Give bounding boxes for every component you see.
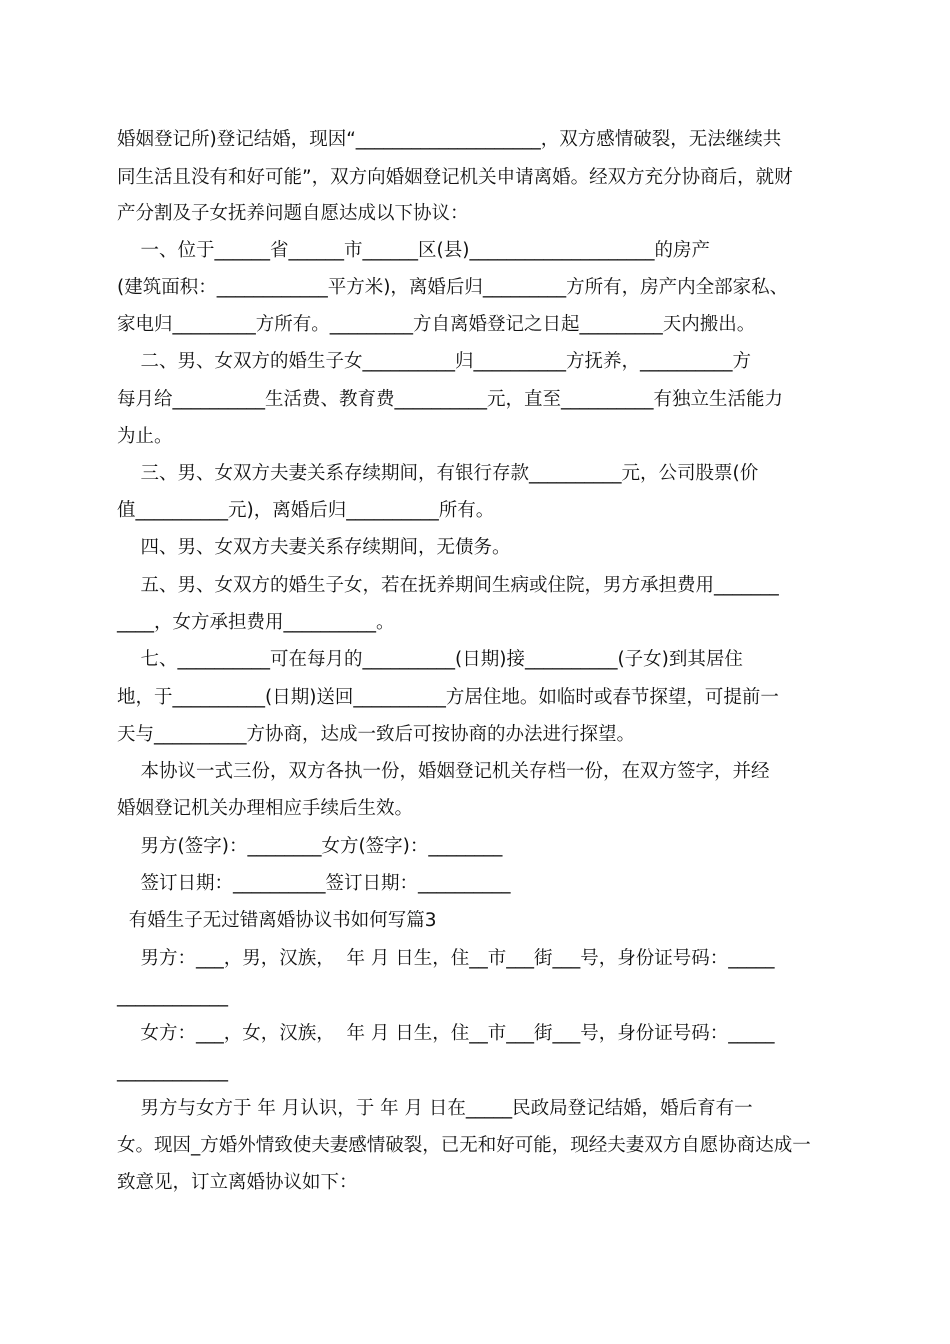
text-line: 每月给__________生活费、教育费__________元，直至__________有独立生活能力 bbox=[117, 389, 784, 410]
text-line: 二、男、女双方的婚生子女__________归__________方抚养，__________方 bbox=[117, 351, 752, 372]
text-line: 一、位于______省______市______区(县)____________________的房产 bbox=[117, 240, 710, 261]
text-line: 为止。 bbox=[117, 426, 173, 447]
text-line: 男方：___，男，汉族， 年 月 日生，住__市___街___号，身份证号码：_____ bbox=[117, 948, 775, 969]
text-line: 婚姻登记所)登记结婚，现因“____________________，双方感情破裂，无法继续共 bbox=[117, 129, 782, 150]
text-line: 产分割及子女抚养问题自愿达成以下协议： bbox=[117, 203, 469, 224]
text-line: ____________ bbox=[117, 1061, 228, 1082]
text-line: ____，女方承担费用__________。 bbox=[117, 612, 395, 633]
text-line: 值__________元)，离婚后归__________所有。 bbox=[117, 500, 495, 521]
text-line: 女。现因_方婚外情致使夫妻感情破裂，已无和好可能，现经夫妻双方自愿协商达成一 bbox=[117, 1135, 811, 1156]
section-heading: 有婚生子无过错离婚协议书如何写篇3 bbox=[117, 910, 437, 931]
text-line: 地，于__________(日期)送回__________方居住地。如临时或春节探望，可提前一 bbox=[117, 687, 779, 708]
text-line: (建筑面积：____________平方米)，离婚后归_________方所有，房产内全部家私、 bbox=[117, 277, 789, 298]
text-line: 签订日期：__________签订日期：__________ bbox=[117, 873, 511, 894]
text-line: 男方(签字)：________女方(签字)：________ bbox=[117, 836, 503, 857]
text-line: 本协议一式三份，双方各执一份，婚姻登记机关存档一份，在双方签字，并经 bbox=[117, 761, 770, 782]
text-line: 三、男、女双方夫妻关系存续期间，有银行存款__________元，公司股票(价 bbox=[117, 463, 759, 484]
text-line: 同生活且没有和好可能”，双方向婚姻登记机关申请离婚。经双方充分协商后，就财 bbox=[117, 167, 793, 188]
text-line: 婚姻登记机关办理相应手续后生效。 bbox=[117, 798, 414, 819]
text-line: 家电归_________方所有。_________方自离婚登记之日起_________天内搬出。 bbox=[117, 314, 756, 335]
text-line: 天与__________方协商，达成一致后可按协商的办法进行探望。 bbox=[117, 724, 636, 745]
text-line: 七、__________可在每月的__________(日期)接__________(子女)到其居住 bbox=[117, 649, 743, 670]
text-line: ____________ bbox=[117, 986, 228, 1007]
text-line: 致意见，订立离婚协议如下： bbox=[117, 1172, 358, 1193]
text-line: 男方与女方于 年 月认识，于 年 月 日在_____民政局登记结婚，婚后育有一 bbox=[117, 1098, 753, 1119]
text-line: 五、男、女双方的婚生子女，若在抚养期间生病或住院，男方承担费用_______ bbox=[117, 575, 779, 596]
text-line: 女方：___，女，汉族， 年 月 日生，住__市___街___号，身份证号码：_____ bbox=[117, 1023, 775, 1044]
text-line: 四、男、女双方夫妻关系存续期间，无债务。 bbox=[117, 537, 511, 558]
